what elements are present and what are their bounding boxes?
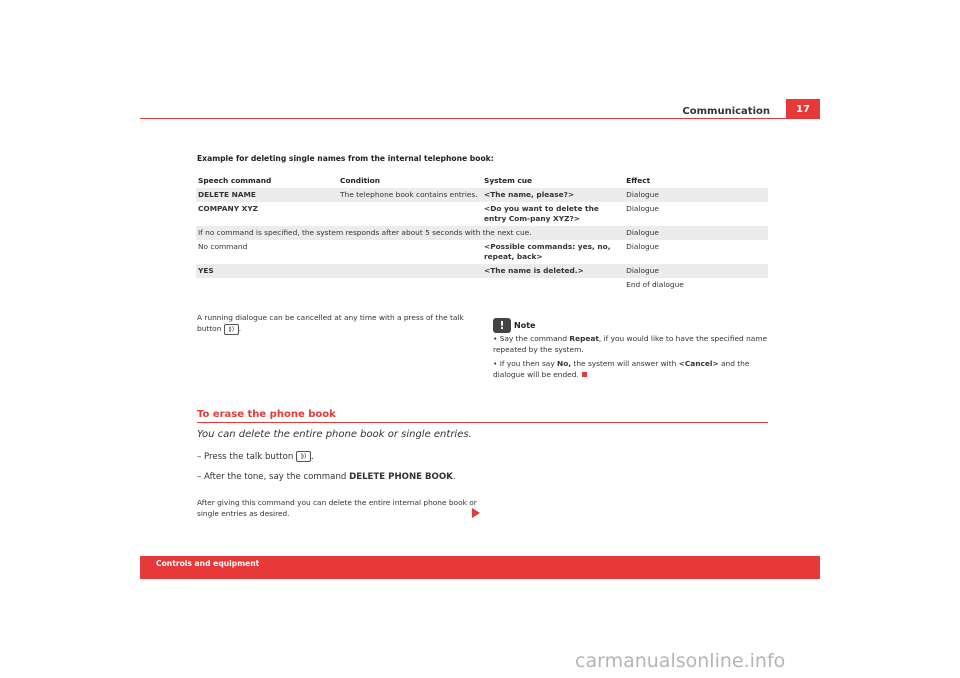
cell-cue: <The name, please?> (482, 188, 624, 202)
cell-command (196, 278, 338, 292)
speech-command-table (196, 172, 768, 292)
cell-effect: Dialogue (626, 242, 659, 251)
section-divider (197, 422, 768, 423)
cell-cue: <Do you want to delete the entry Com-pany XYZ?> (484, 204, 599, 223)
section-subtitle: You can delete the entire phone book or single entries. (197, 429, 472, 440)
cell-effect: End of dialogue (626, 280, 684, 289)
col-header-system-cue: System cue (484, 175, 533, 185)
talk-button-icon: ⟫) (224, 324, 239, 335)
col-header-condition: Condition (340, 175, 381, 185)
cell-effect: Dialogue (624, 226, 768, 240)
cell-command: YES (196, 264, 338, 278)
note-header (493, 315, 535, 334)
talk-button-icon: ⟫) (296, 451, 311, 462)
note-bullet-1: • Say the command Repeat, if you would like to have the specified name repeated by the system. (493, 334, 768, 354)
header-divider (140, 118, 820, 119)
cell-condition (338, 264, 482, 278)
cell-command: COMPANY XYZ (198, 204, 259, 213)
step-1: – Press the talk button ⟫) . (197, 452, 314, 462)
cell-command: No command (198, 242, 248, 251)
table-row (196, 202, 768, 226)
cell-cue (482, 278, 624, 292)
cell-cue: <The name is deleted.> (482, 264, 624, 278)
table-header-row (196, 172, 768, 188)
chapter-title: Communication (682, 106, 770, 117)
table-row (196, 240, 768, 264)
footer-label: Controls and equipment (156, 559, 260, 568)
cell-condition (338, 240, 482, 264)
col-header-speech-command: Speech command (198, 175, 272, 185)
watermark: carmanualsonline.info (575, 650, 786, 672)
continue-arrow-icon (472, 508, 480, 518)
col-header-effect: Effect (626, 175, 651, 185)
table-row (196, 278, 768, 292)
end-marker-icon (582, 372, 587, 377)
cancel-dialogue-text: A running dialogue can be cancelled at any time with a press of the talk button ⟫) . (197, 313, 464, 333)
cell-command: DELETE NAME (196, 188, 338, 202)
note-icon: ! (493, 318, 511, 333)
cell-effect: Dialogue (624, 264, 768, 278)
footer-bar (140, 556, 820, 579)
cell-cue: <Possible commands: yes, no, repeat, back> (484, 242, 611, 261)
page-number: 17 (786, 99, 820, 119)
table-row (196, 264, 768, 278)
cell-span-note: If no command is specified, the system responds after about 5 seconds with the next cue. (196, 226, 624, 240)
cell-condition (338, 202, 482, 226)
table-row (196, 188, 768, 202)
step-2: – After the tone, say the command DELETE PHONE BOOK. (197, 472, 456, 482)
note-label: Note (514, 321, 536, 330)
cell-effect: Dialogue (626, 204, 659, 213)
cell-condition (338, 278, 482, 292)
cell-condition: The telephone book contains entries. (338, 188, 482, 202)
table-title: Example for deleting single names from the internal telephone book: (197, 154, 494, 163)
cell-effect: Dialogue (624, 188, 768, 202)
after-command-text: After giving this command you can delete the entire internal phone book or single entries as desired. (197, 498, 477, 518)
section-title: To erase the phone book (197, 409, 336, 420)
table-row (196, 226, 768, 240)
note-bullet-2: • If you then say No, the system will answer with <Cancel> and the dialogue will be ended. (493, 359, 750, 379)
